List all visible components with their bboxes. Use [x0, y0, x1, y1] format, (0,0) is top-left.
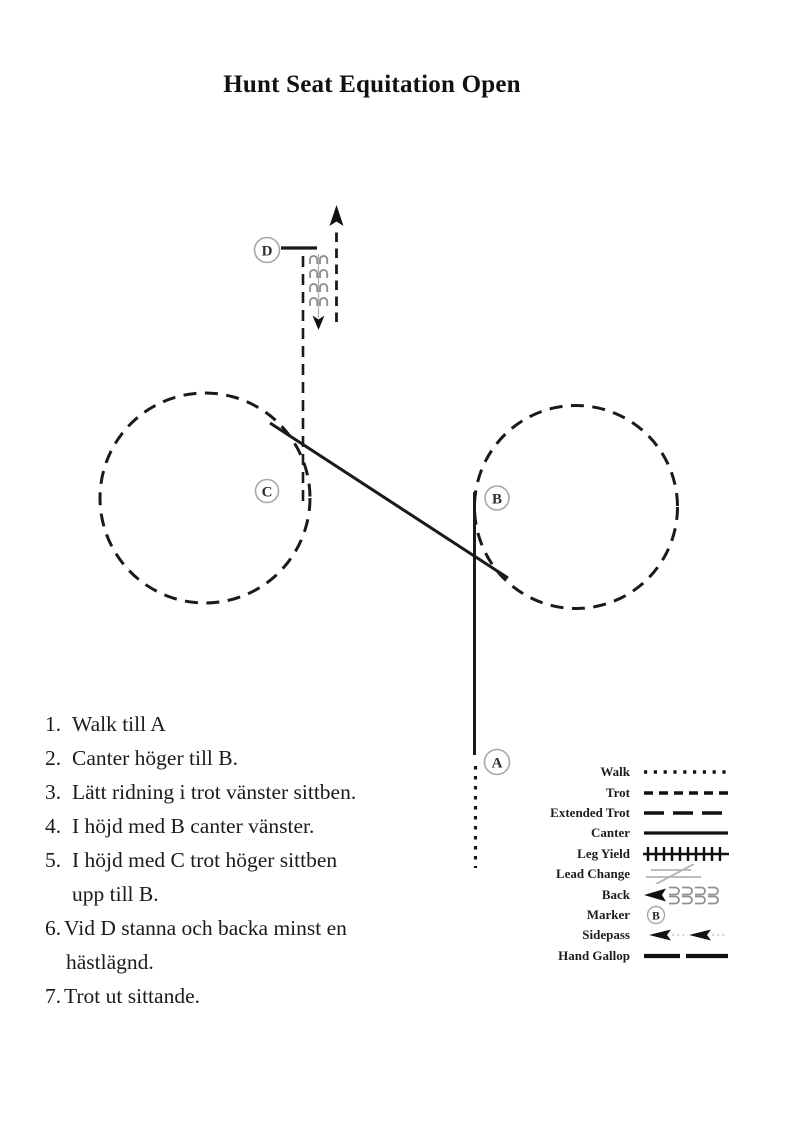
- legend-row-back: [525, 884, 730, 904]
- legend-label: Hand Gallop: [558, 947, 630, 963]
- instruction-line: [45, 979, 465, 1013]
- legend-label: Sidepass: [582, 927, 630, 943]
- left-circle-path: [100, 393, 310, 603]
- legend-label: Lead Change: [555, 866, 630, 882]
- legend-label: Leg Yield: [577, 845, 630, 861]
- extended-trot-line-symbol: [642, 803, 730, 823]
- page-title: Hunt Seat Equitation Open: [223, 71, 521, 98]
- gait-legend: [525, 762, 730, 966]
- step-text: Lätt ridning i trot vänster sittben.: [72, 780, 357, 804]
- step-number: 3.: [45, 780, 62, 804]
- step-text: hästlägnd.: [66, 950, 154, 974]
- step-text: Walk till A: [72, 712, 166, 736]
- instruction-line: [45, 741, 465, 775]
- step-number: [45, 945, 66, 979]
- canter-line-symbol: [642, 823, 730, 843]
- instruction-line: [45, 775, 465, 809]
- step-text: Canter höger till B.: [72, 746, 238, 770]
- step-number: 6.: [45, 916, 62, 940]
- walk-line-symbol: [642, 762, 730, 782]
- trot-line-symbol: [642, 783, 730, 803]
- instruction-line: [45, 911, 465, 945]
- step-number: 4.: [45, 814, 62, 838]
- marker-C-label: C: [261, 484, 273, 501]
- instruction-line-continuation: [45, 945, 465, 979]
- legend-marker-letter: B: [652, 910, 660, 923]
- step-text: Vid D stanna och backa minst en: [64, 916, 347, 940]
- legend-row-lead-change: [525, 864, 730, 884]
- legend-label: Marker: [586, 906, 630, 922]
- step-number: 5.: [45, 848, 62, 872]
- marker-A: [485, 750, 510, 775]
- legend-row-canter: [525, 823, 730, 843]
- instruction-line-continuation: [45, 877, 465, 911]
- step-number: 2.: [45, 746, 62, 770]
- exit-up-arrowhead: [330, 205, 344, 226]
- step-number: [45, 877, 72, 911]
- legend-row-extended-trot: [525, 803, 730, 823]
- step-text: I höjd med C trot höger sittben: [72, 848, 338, 872]
- marker-B-label: B: [491, 491, 503, 508]
- legend-row-hand-gallop: [525, 946, 730, 966]
- legend-row-marker: [525, 905, 730, 925]
- legend-row-walk: [525, 762, 730, 782]
- legend-label: Walk: [600, 764, 630, 780]
- marker-D-label: D: [261, 243, 273, 260]
- instruction-line: [45, 809, 465, 843]
- legend-label: Trot: [605, 784, 630, 800]
- marker-C: [256, 480, 279, 503]
- back-symbol: [310, 254, 327, 330]
- lead-change-symbol: [642, 864, 730, 884]
- legend-label: Canter: [591, 825, 630, 841]
- marker-D: [255, 238, 280, 263]
- leg-yield-symbol: [642, 844, 730, 864]
- step-text: upp till B.: [72, 882, 159, 906]
- legend-label: Extended Trot: [550, 804, 630, 820]
- legend-row-trot: [525, 782, 730, 802]
- instruction-list: [45, 707, 465, 1013]
- instruction-line: [45, 707, 465, 741]
- step-number: 1.: [45, 712, 62, 736]
- legend-row-sidepass: [525, 925, 730, 945]
- sidepass-symbol: [642, 925, 730, 945]
- legend-label: Back: [601, 886, 630, 902]
- step-text: Trot ut sittande.: [64, 984, 200, 1008]
- back-left-arrowhead: [644, 888, 666, 901]
- legend-row-leg-yield: [525, 844, 730, 864]
- canter-diagonal-line: [270, 423, 508, 578]
- step-number: 7.: [45, 984, 62, 1008]
- marker-A-label: A: [491, 755, 503, 772]
- hand-gallop-symbol: [642, 946, 730, 966]
- marker-B: [485, 486, 509, 510]
- instruction-line: [45, 843, 465, 877]
- trot-exit: [330, 205, 344, 322]
- marker-legend-symbol: [642, 905, 730, 925]
- step-text: I höjd med B canter vänster.: [72, 814, 315, 838]
- back-legend-symbol: [642, 885, 730, 905]
